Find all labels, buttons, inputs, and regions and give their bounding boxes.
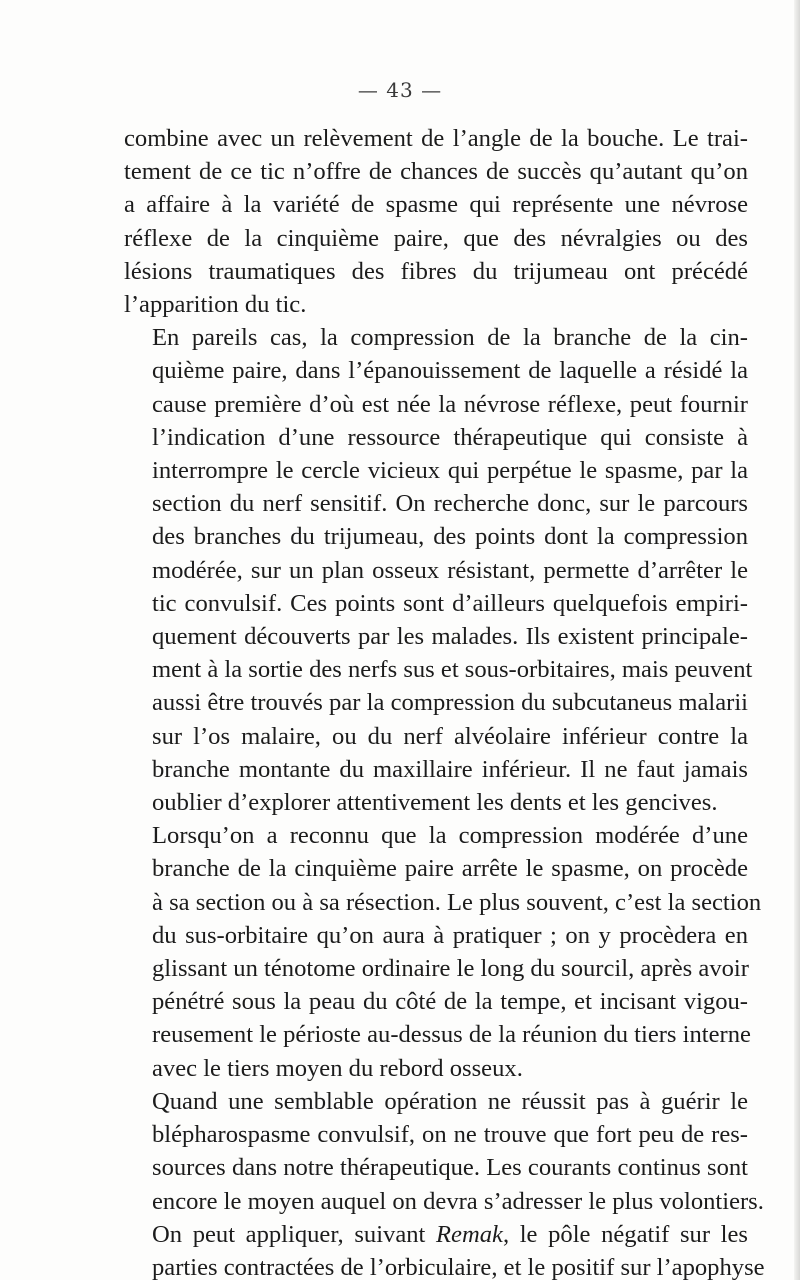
text-line: reusement le périoste au-dessus de la réunion du tiers interne (152, 1021, 751, 1049)
paragraph-2 (124, 321, 753, 819)
author-name: Remak (436, 1220, 503, 1248)
text-line: interrompre le cercle vicieux qui perpétue le spasme, par la (152, 457, 748, 485)
text-line: combine avec un relèvement de l’angle de la bouche. Le trai- (124, 125, 748, 152)
text-line: cause première d’où est née la névrose réflexe, peut fournir (152, 390, 748, 418)
text-line: sources dans notre thérapeutique. Les courants continus sont (152, 1154, 748, 1182)
text-line: section du nerf sensitif. On recherche donc, sur le parcours (152, 490, 748, 518)
text-line: blépharospasme convulsif, on ne trouve que fort peu de res- (152, 1121, 748, 1149)
text-line-with-author (124, 1218, 748, 1251)
text-line: Lorsqu’on a reconnu que la compression modérée d’une (152, 822, 748, 850)
text-line: à sa section ou à sa résection. Le plus souvent, c’est la section (152, 888, 762, 916)
text-line: tement de ce tic n’offre de chances de succès qu’autant qu’on (124, 158, 748, 186)
text-fragment: , le pôle négatif sur les (502, 1220, 748, 1248)
text-line: tic convulsif. Ces points sont d’ailleurs quelquefois empiri- (152, 589, 748, 617)
text-line: ment à la sortie des nerfs sus et sous-orbitaires, mais peuvent (152, 656, 753, 684)
text-line: modérée, sur un plan osseux résistant, permette d’arrêter le (152, 556, 748, 584)
body-text (124, 122, 765, 1284)
text-line: lésions traumatiques des fibres du trijumeau ont précédé (124, 257, 748, 285)
text-line: réflexe de la cinquième paire, que des névralgies ou des (124, 224, 748, 252)
text-line: glissant un ténotome ordinaire le long du sourcil, après avoir (152, 955, 749, 983)
paragraph-1 (124, 122, 748, 321)
text-line: avec le tiers moyen du rebord osseux. (152, 1054, 523, 1082)
page-edge-shadow (794, 0, 800, 1280)
text-line: des branches du trijumeau, des points dont la compression (152, 523, 748, 551)
text-line: l’apparition du tic. (124, 291, 307, 319)
text-fragment: On peut appliquer, suivant (152, 1220, 437, 1248)
text-line: branche montante du maxillaire inférieur. Il ne faut jamais (152, 755, 748, 783)
text-line: quième paire, dans l’épanouissement de laquelle a résidé la (152, 357, 748, 385)
text-line: Quand une semblable opération ne réussit pas à guérir le (152, 1087, 748, 1115)
page-number: — 43 — (357, 78, 443, 102)
text-line: quement découverts par les malades. Ils existent principale- (152, 623, 748, 651)
text-line: parties contractées de l’orbiculaire, et le positif sur l’apophyse (152, 1253, 765, 1281)
paragraph-4 (124, 1085, 765, 1284)
text-line: aussi être trouvés par la compression du subcutaneus malarii (152, 689, 748, 717)
text-line: sur l’os malaire, ou du nerf alvéolaire inférieur contre la (152, 722, 748, 750)
text-line: pénétré sous la peau du côté de la tempe, et incisant vigou- (152, 988, 748, 1016)
text-line: oublier d’explorer attentivement les dents et les gencives. (152, 789, 718, 817)
paragraph-3 (124, 819, 762, 1085)
text-line: En pareils cas, la compression de la branche de la cin- (152, 324, 748, 352)
text-line: a affaire à la variété de spasme qui représente une névrose (124, 191, 748, 219)
text-line: encore le moyen auquel on devra s’adresser le plus volontiers. (152, 1187, 764, 1215)
text-line: l’indication d’une ressource thérapeutique qui consiste à (152, 423, 748, 451)
text-line: du sus-orbitaire qu’on aura à pratiquer ; on y procèdera en (152, 921, 748, 949)
text-line: branche de la cinquième paire arrête le spasme, on procède (152, 855, 748, 883)
